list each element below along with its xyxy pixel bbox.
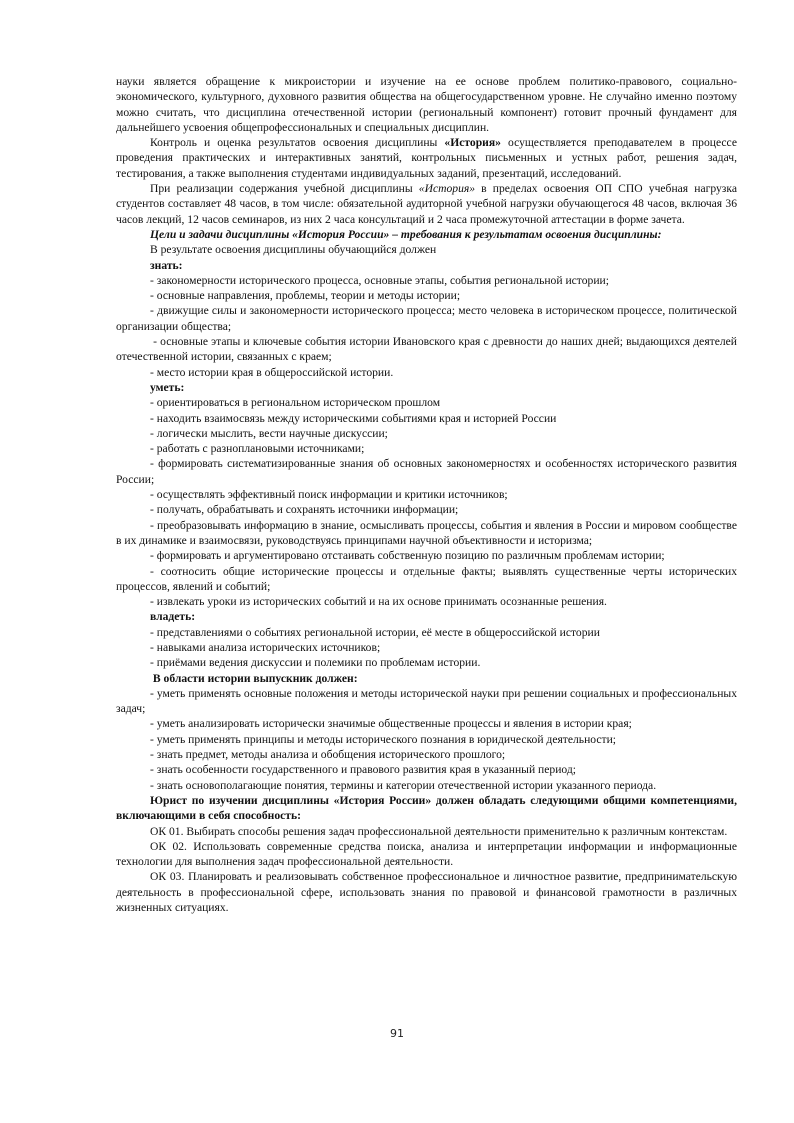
- text-run: Контроль и оценка результатов освоения дисциплины: [150, 136, 445, 150]
- list-item: - находить взаимосвязь между историческими событиями края и историей России: [150, 411, 557, 425]
- list-item: - логически мыслить, вести научные дискуссии;: [150, 426, 388, 440]
- list-item: - знать предмет, методы анализа и обобщения исторического прошлого;: [150, 748, 506, 762]
- list-item: - преобразовывать информацию в знание, осмысливать процессы, события и явления в России и мировом сообществе в их динамике и взаимосвязи, руководствуясь принципами научной объективности и историзма;: [116, 518, 737, 547]
- know-heading: [116, 258, 737, 273]
- list-item: - приёмами ведения дискуссии и полемики по проблемам истории.: [150, 656, 481, 670]
- can-heading: [116, 380, 737, 395]
- list-item: - ориентироваться в региональном историческом прошлом: [150, 396, 441, 410]
- list-item: - формировать систематизированные знания об основных закономерностях и особенностях исторического развития России;: [116, 457, 737, 486]
- competency-item: ОК 02. Использовать современные средства поиска, анализа и интерпретации информации и информационные технологии для выполнения задач профессиональной деятельности.: [116, 839, 737, 869]
- possess-heading-text: владеть:: [150, 610, 196, 624]
- list-item: - осуществлять эффективный поиск информации и критики источников;: [150, 488, 508, 502]
- text-run-italic: «История»: [418, 182, 476, 196]
- possess-heading: [116, 609, 737, 624]
- know-heading-text: знать:: [150, 258, 183, 272]
- can-heading-text: уметь:: [150, 380, 185, 394]
- competencies-heading-text: Юрист по изучении дисциплины «История России» должен обладать следующими общими компетенциями, включающими в себя способность:: [116, 793, 737, 823]
- text-run-bold: «История»: [444, 136, 501, 150]
- competencies-heading: [116, 793, 737, 824]
- competency-item: ОК 01. Выбирать способы решения задач профессиональной деятельности применительно к различным контекстам.: [150, 824, 728, 838]
- graduate-heading: [116, 671, 737, 686]
- text-run: в пределах освоения ОП СПО учебная нагрузка студентов составляет 48 часов, в том числе: обязательной аудиторной учебной нагрузки обучающегося 48 часов, включая 36 часов лекций, 12 часов семинаров, из них 2 часа консультаций и 2 часа промежуточной аттестации в форме зачета.: [116, 182, 737, 226]
- list-item: - движущие силы и закономерности исторического процесса; место человека в историческом процессе, политической организации общества;: [116, 304, 737, 333]
- list-item: - соотносить общие исторические процессы и отдельные факты; выявлять существенные черты исторических процессов, явлений и событий;: [116, 564, 737, 593]
- result-intro: В результате освоения дисциплины обучающийся должен: [150, 243, 437, 257]
- list-item: - уметь применять принципы и методы исторического познания в юридической деятельности;: [150, 732, 617, 746]
- document-body: [116, 74, 740, 915]
- goals-heading: [116, 227, 737, 242]
- paragraph-intro: науки является обращение к микроистории и изучение на ее основе проблем политико-правового, социально-экономического, культурного, духовного развития общества на общегосударственном уровне. Не случайно именно поэтому можно считать, что дисциплина отечественной истории (региональный компонент) готовит прочный фундамент для дальнейшего усвоения общепрофессиональных и специальных дисциплин.: [116, 75, 737, 134]
- list-item: - получать, обрабатывать и сохранять источники информации;: [150, 503, 459, 517]
- list-item: - извлекать уроки из исторических событий и на их основе принимать осознанные решения.: [150, 595, 607, 609]
- competency-item: ОК 03. Планировать и реализовывать собственное профессиональное и личностное развитие, предпринимательскую деятельность в профессиональной сфере, использовать знания по правовой и финансовой грамотности в различных жизненных ситуациях.: [116, 870, 737, 915]
- graduate-heading-text: В области истории выпускник должен:: [150, 671, 358, 685]
- list-item: - навыками анализа исторических источников;: [150, 640, 381, 654]
- list-item: - основные направления, проблемы, теории и методы истории;: [150, 289, 461, 303]
- list-item: - основные этапы и ключевые события истории Ивановского края с древности до наших дней; выдающихся деятелей отечественной истории, связанных с краем;: [116, 335, 740, 364]
- list-item: - работать с разноплановыми источниками;: [150, 442, 365, 456]
- list-item: - уметь анализировать исторически значимые общественные процессы и явления в истории края;: [150, 717, 632, 731]
- goals-heading-text: Цели и задачи дисциплины «История России» – требования к результатам освоения дисциплины:: [150, 227, 662, 241]
- list-item: - закономерности исторического процесса, основные этапы, события региональной истории;: [150, 273, 609, 287]
- list-item: - место истории края в общероссийской истории.: [150, 365, 394, 379]
- paragraph-control: [116, 135, 737, 181]
- list-item: - формировать и аргументировано отстаивать собственную позицию по различным проблемам истории;: [150, 549, 665, 563]
- list-item: - знать особенности государственного и правового развития края в указанный период;: [150, 763, 576, 777]
- list-item: - уметь применять основные положения и методы исторической науки при решении социальных и профессиональных задач;: [116, 686, 737, 716]
- page-number: 91: [390, 1027, 404, 1040]
- text-run: При реализации содержания учебной дисциплины: [150, 182, 419, 196]
- list-item: - представлениями о событиях региональной истории, её месте в общероссийской истории: [150, 625, 600, 639]
- text-run: осуществляется преподавателем в процессе проведения практических и интерактивных занятий, контрольных письменных и устных работ, решения задач, тестирования, а также выполнения студентами индивидуальных заданий, презентаций, исследований.: [116, 136, 737, 180]
- list-item: - знать основополагающие понятия, термины и категории отечественной истории указанного периода.: [150, 778, 657, 792]
- paragraph-workload: [116, 181, 737, 227]
